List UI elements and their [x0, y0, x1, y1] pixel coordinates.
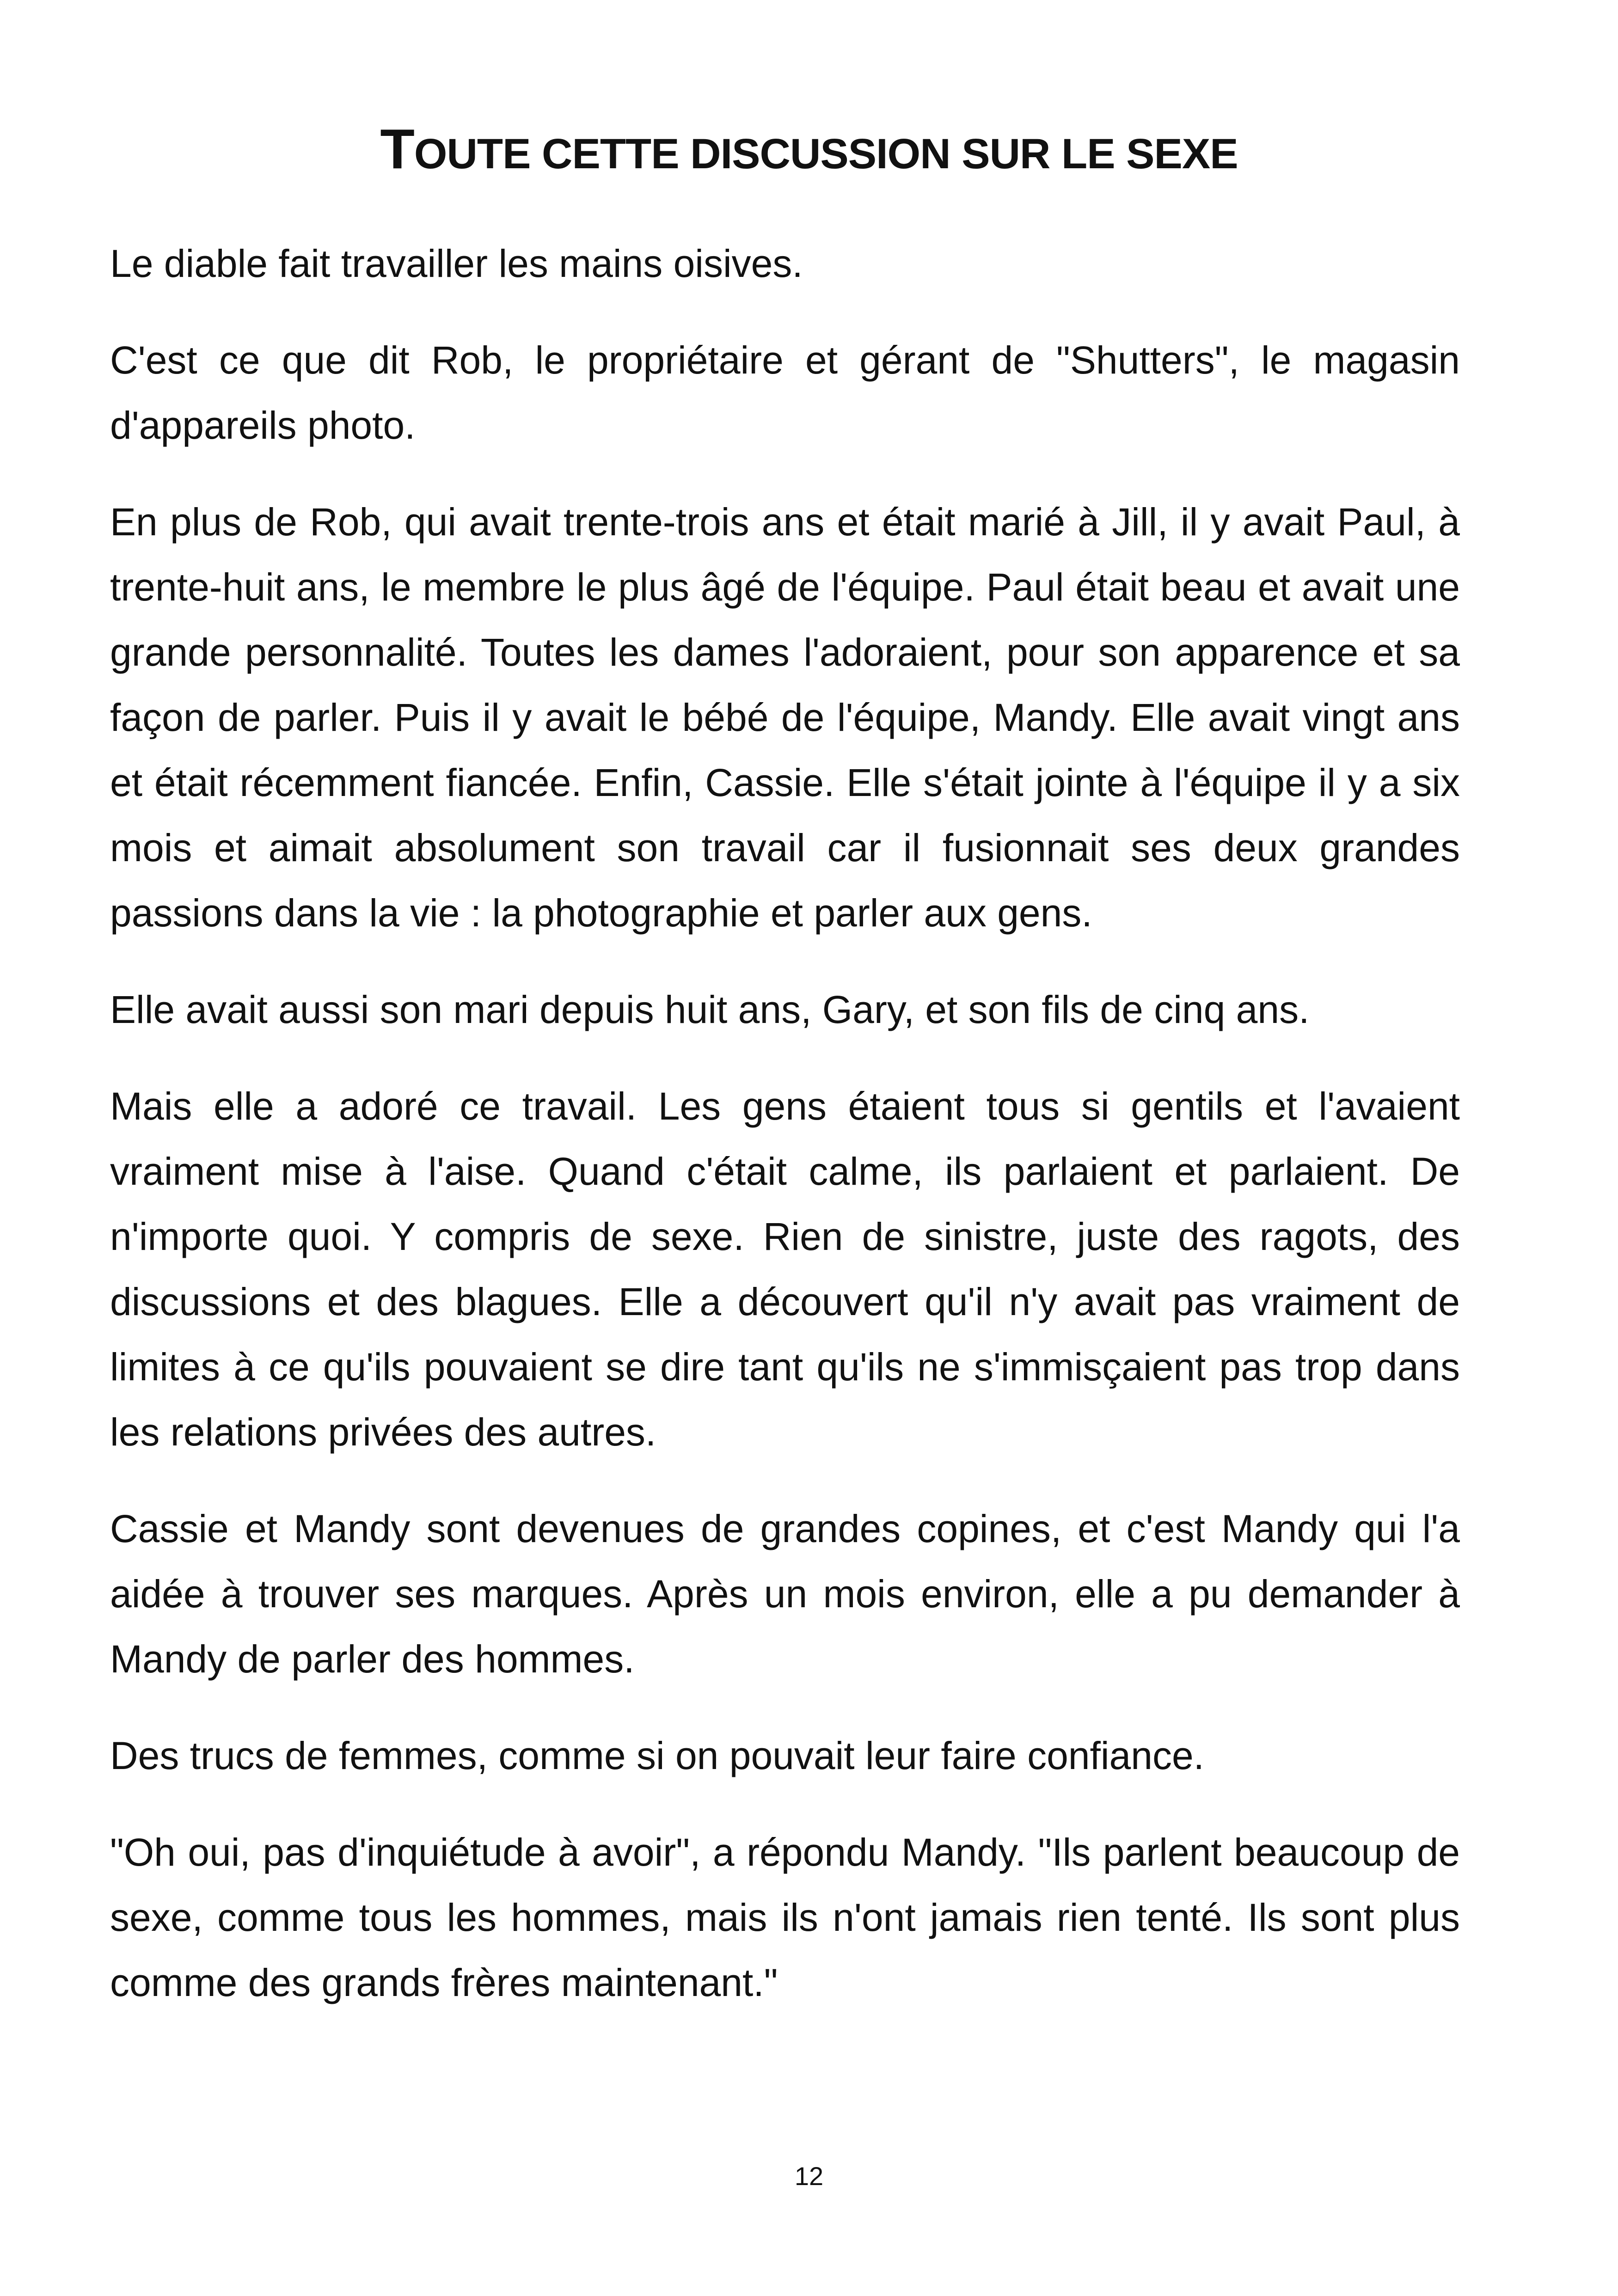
chapter-title-initial: T: [380, 117, 414, 180]
paragraph: Elle avait aussi son mari depuis huit ans, Gary, et son fils de cinq ans.: [110, 988, 1310, 1031]
paragraph: "Oh oui, pas d'inquiétude à avoir", a répondu Mandy. "Ils parlent beaucoup de sexe, comme tous les hommes, mais ils n'ont jamais rien tenté. Ils sont plus comme des grands frères maintenant.": [110, 1831, 1460, 2004]
body-text: [110, 231, 1460, 2047]
paragraph: Le diable fait travailler les mains oisives.: [110, 242, 803, 285]
page-number: 12: [794, 2161, 824, 2191]
chapter-title-rest: OUTE CETTE DISCUSSION SUR LE SEXE: [414, 130, 1238, 178]
paragraph: Des trucs de femmes, comme si on pouvait leur faire confiance.: [110, 1734, 1205, 1777]
paragraph: Mais elle a adoré ce travail. Les gens étaient tous si gentils et l'avaient vraiment mise à l'aise. Quand c'était calme, ils parlaient et parlaient. De n'importe quoi. Y compris de sexe. Rien de sinistre, juste des ragots, des discussions et des blagues. Elle a découvert qu'il n'y avait pas vraiment de limites à ce qu'ils pouvaient se dire tant qu'ils ne s'immisçaient pas trop dans les relations privées des autres.: [110, 1084, 1460, 1454]
chapter-title: [0, 118, 1618, 180]
paragraph: En plus de Rob, qui avait trente-trois ans et était marié à Jill, il y avait Paul, à trente-huit ans, le membre le plus âgé de l'équipe. Paul était beau et avait une grande personnalité. Toutes les dames l'adoraient, pour son apparence et sa façon de parler. Puis il y avait le bébé de l'équipe, Mandy. Elle avait vingt ans et était récemment fiancée. Enfin, Cassie. Elle s'était jointe à l'équipe il y a six mois et aimait absolument son travail car il fusionnait ses deux grandes passions dans la vie : la photographie et parler aux gens.: [110, 500, 1460, 935]
paragraph: Cassie et Mandy sont devenues de grandes copines, et c'est Mandy qui l'a aidée à trouver ses marques. Après un mois environ, elle a pu demander à Mandy de parler des hommes.: [110, 1507, 1460, 1681]
paragraph: C'est ce que dit Rob, le propriétaire et gérant de "Shutters", le magasin d'appareils photo.: [110, 338, 1460, 447]
